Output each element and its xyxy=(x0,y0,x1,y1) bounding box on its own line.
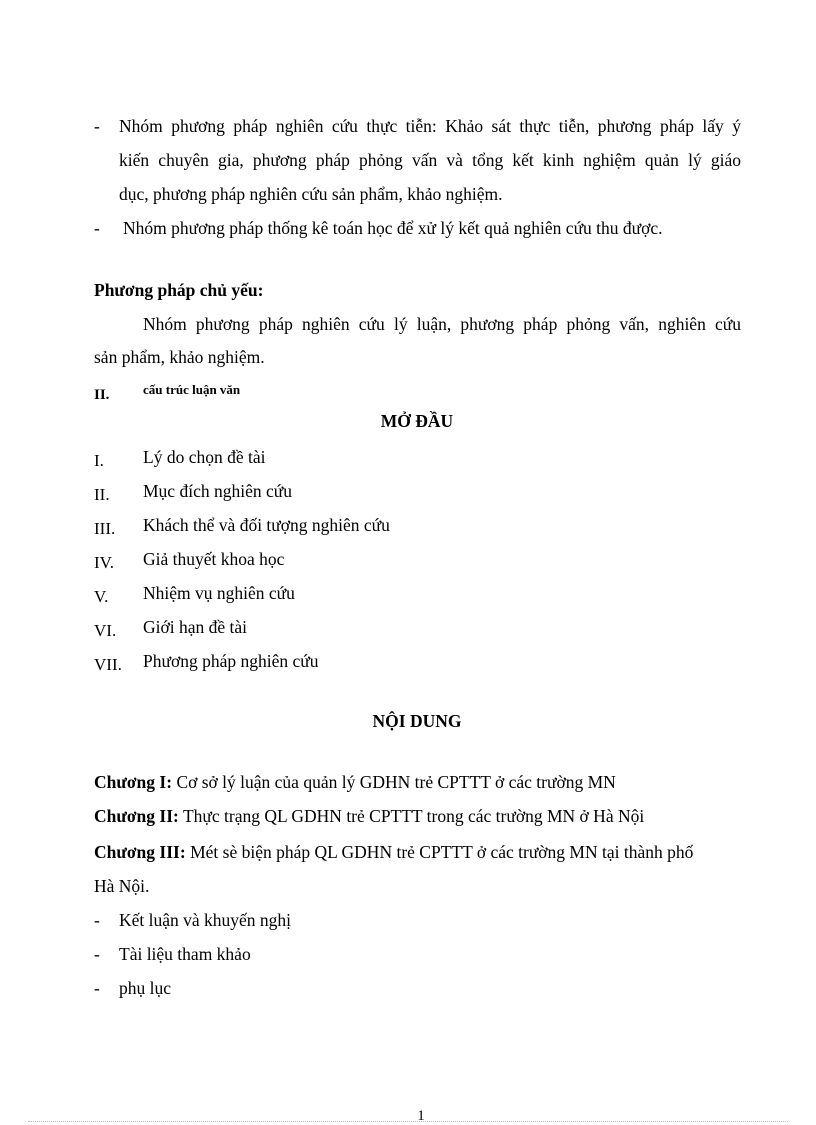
intro-item-number: III. xyxy=(94,519,116,538)
content-heading: NỘI DUNG xyxy=(372,711,462,731)
intro-item-number: VII. xyxy=(94,655,122,674)
intro-item-number: II. xyxy=(94,485,110,504)
extra-item-label: Kết luận và khuyến nghị xyxy=(119,910,292,930)
intro-item-number: IV. xyxy=(94,553,114,572)
bullet-dash: - xyxy=(94,978,100,998)
chapter-text: Thực trạng QL GDHN trẻ CPTTT trong các trường MN ở Hà Nội xyxy=(182,806,645,826)
bullet-dash: - xyxy=(94,116,100,136)
chapter-label: Chương II: xyxy=(94,806,179,826)
intro-item-label: Giả thuyết khoa học xyxy=(143,549,285,569)
intro-item-label: Giới hạn đề tài xyxy=(143,617,248,637)
intro-item-number: V. xyxy=(94,587,109,606)
extra-item-label: phụ lục xyxy=(119,978,172,998)
chapter-line xyxy=(94,806,644,827)
chapter-line xyxy=(94,842,693,863)
method-line: dục, phương pháp nghiên cứu sản phẩm, khảo nghiệm. xyxy=(119,184,503,204)
intro-item-label: Khách thể và đối tượng nghiên cứu xyxy=(143,515,390,535)
page-number: 1 xyxy=(417,1108,425,1124)
chapter-label: Chương III: xyxy=(94,842,186,862)
intro-item-label: Lý do chọn đề tài xyxy=(143,447,266,467)
chapter-label: Chương I: xyxy=(94,772,173,792)
main-method-line: Nhóm phương pháp nghiên cứu lý luận, phương pháp phỏng vấn, nghiên cứu xyxy=(143,314,741,334)
intro-item-label: Phương pháp nghiên cứu xyxy=(143,651,319,671)
main-method-heading: Phương pháp chủ yếu: xyxy=(94,280,264,300)
intro-item-label: Mục đích nghiên cứu xyxy=(143,481,292,501)
intro-item-number: I. xyxy=(94,451,104,470)
method-line: Nhóm phương pháp thống kê toán học để xử lý kết quả nghiên cứu thu được. xyxy=(123,218,663,238)
extra-item-label: Tài liệu tham khảo xyxy=(119,944,251,964)
bullet-dash: - xyxy=(94,910,100,930)
bullet-dash: - xyxy=(94,218,100,238)
intro-item-label: Nhiệm vụ nghiên cứu xyxy=(143,583,295,603)
method-line: Nhóm phương pháp nghiên cứu thực tiễn: Khảo sát thực tiễn, phương pháp lấy ý xyxy=(119,116,741,136)
chapter-line xyxy=(94,772,616,793)
section-title: cấu trúc luận văn xyxy=(143,382,241,397)
chapter-text: Cơ sở lý luận của quản lý GDHN trẻ CPTTT ở các trường MN xyxy=(176,772,616,792)
intro-item-number: VI. xyxy=(94,621,117,640)
chapter-continuation: Hà Nội. xyxy=(94,876,150,896)
method-line: kiến chuyên gia, phương pháp phỏng vấn và tổng kết kinh nghiệm quản lý giáo xyxy=(119,150,741,170)
intro-heading: MỞ ĐẦU xyxy=(380,411,454,431)
bullet-dash: - xyxy=(94,944,100,964)
footer-divider xyxy=(28,1121,788,1122)
main-method-line: sản phẩm, khảo nghiệm. xyxy=(94,347,265,367)
section-number: II. xyxy=(94,387,110,403)
chapter-text: Mét sè biện pháp QL GDHN trẻ CPTTT ở các trường MN tại thành phố xyxy=(190,842,694,862)
